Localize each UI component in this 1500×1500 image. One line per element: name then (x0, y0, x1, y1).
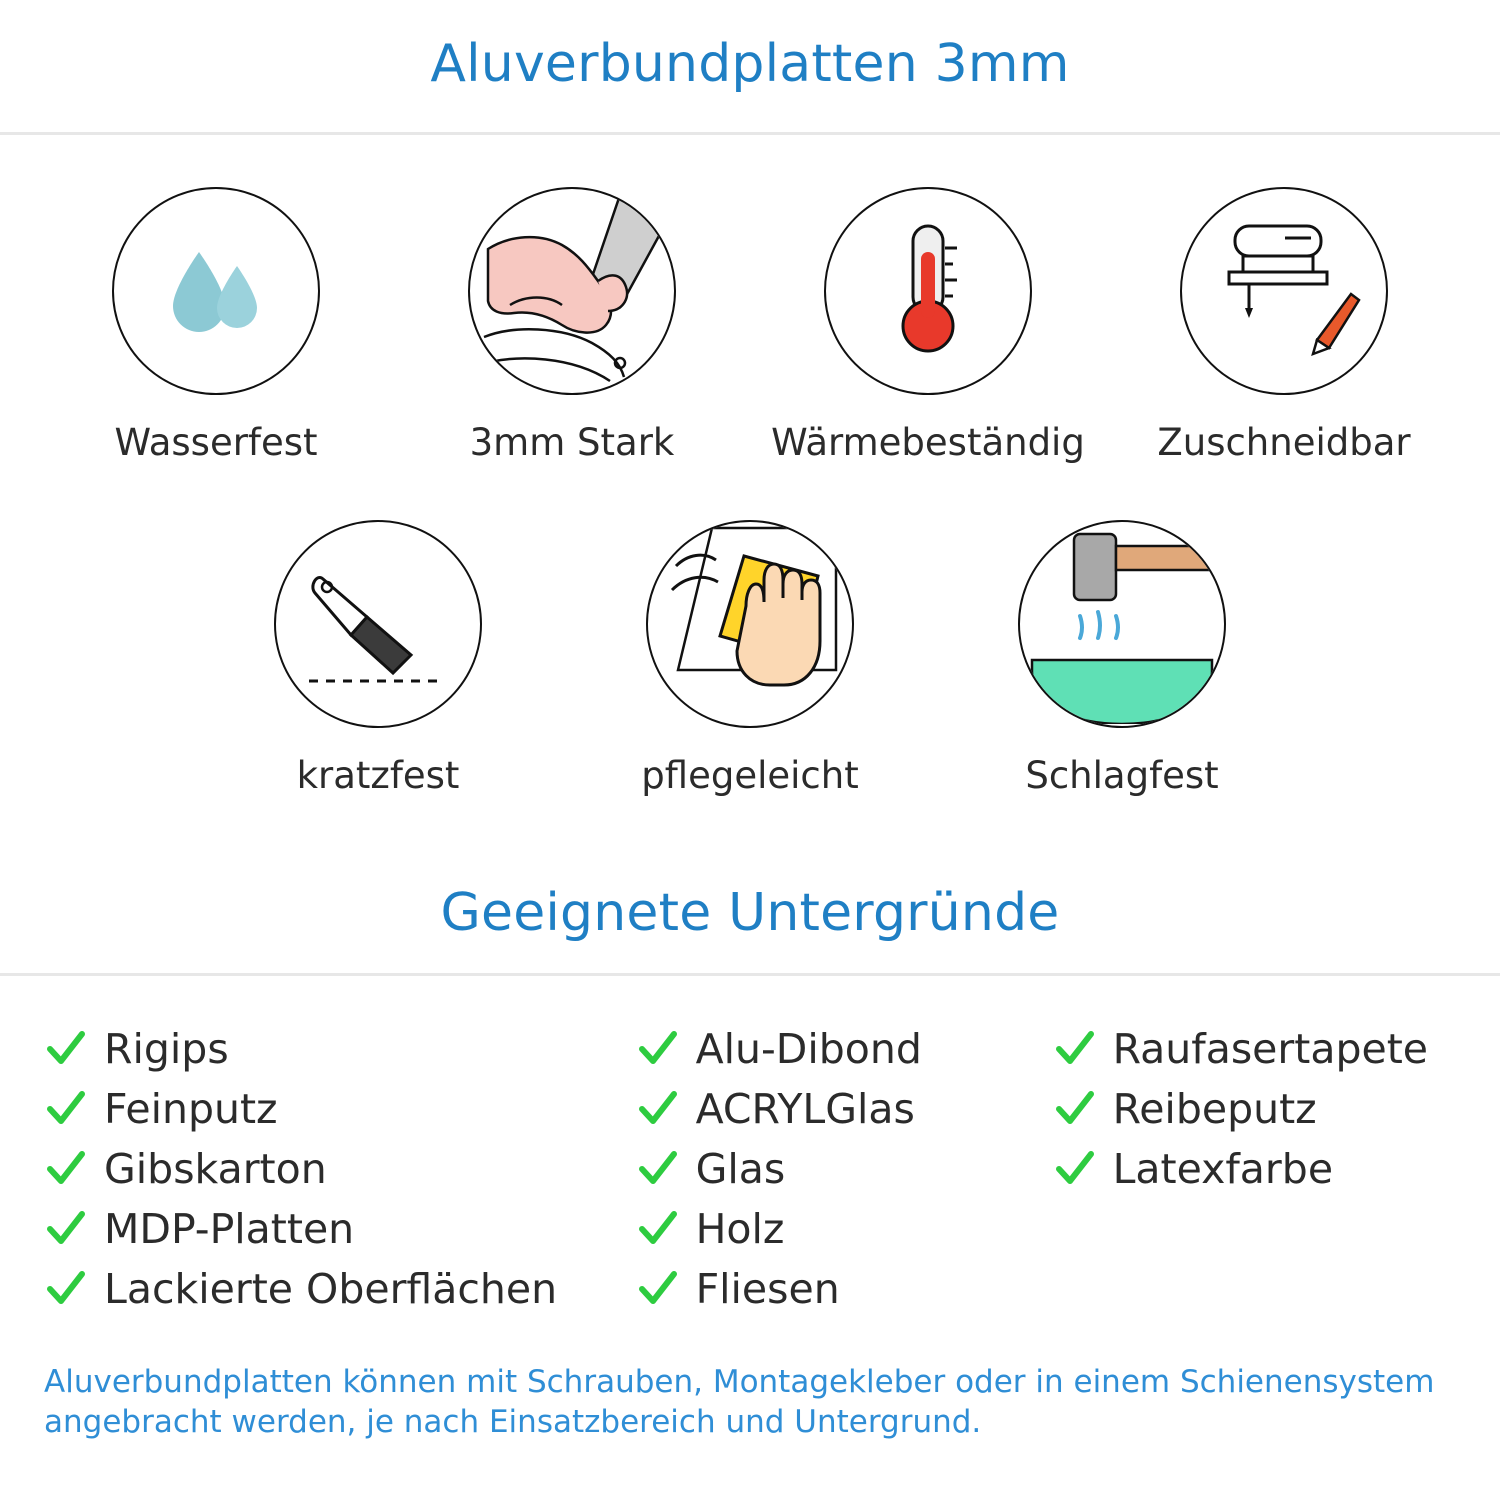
feature-label: kratzfest (296, 754, 460, 797)
thermometer-icon (853, 214, 1003, 368)
list-item (1053, 1022, 1456, 1076)
list-item-label: Reibeputz (1112, 1084, 1317, 1133)
header (0, 0, 1500, 94)
feature-wasserfest (38, 187, 394, 464)
list-item-label: Rigips (104, 1024, 229, 1073)
feature-label: Zuschneidbar (1157, 421, 1411, 464)
feature-waermebestaendig (750, 187, 1106, 464)
list-item (636, 1022, 1053, 1076)
flexing-arm-icon (470, 187, 674, 395)
list-item-label: Holz (695, 1204, 785, 1253)
list-item (1053, 1082, 1456, 1136)
list-item (636, 1142, 1053, 1196)
list-item-label: Glas (695, 1144, 786, 1193)
list-item-label: Gibskarton (104, 1144, 327, 1193)
hammer-impact-icon (1020, 520, 1224, 728)
feature-icon-circle (646, 520, 854, 728)
check-icon (44, 1087, 88, 1131)
list-item-label: Lackierte Oberflächen (104, 1264, 558, 1313)
list-item-label: Feinputz (104, 1084, 278, 1133)
feature-label: 3mm Stark (469, 421, 675, 464)
feature-icon-circle (1018, 520, 1226, 728)
check-icon (44, 1267, 88, 1311)
list-item (636, 1202, 1053, 1256)
substrates-column-2 (636, 1022, 1053, 1322)
feature-kratzfest (192, 520, 564, 797)
water-drops-icon (141, 214, 291, 368)
list-item (44, 1202, 636, 1256)
page-title: Aluverbundplatten 3mm (430, 34, 1070, 94)
list-item-label: Fliesen (695, 1264, 840, 1313)
feature-label: pflegeleicht (641, 754, 859, 797)
feature-icon-circle (274, 520, 482, 728)
check-icon (636, 1207, 680, 1251)
list-item-label: Alu-Dibond (695, 1024, 922, 1073)
check-icon (636, 1267, 680, 1311)
list-item-label: Raufasertapete (1112, 1024, 1429, 1073)
list-item-label: ACRYLGlas (695, 1084, 915, 1133)
list-item (636, 1262, 1053, 1316)
knife-scratch-icon (293, 537, 463, 711)
feature-label: Wärmebeständig (771, 421, 1085, 464)
features-row-1 (0, 187, 1500, 464)
feature-icon-circle (112, 187, 320, 395)
substrates-list (0, 976, 1500, 1322)
list-item (44, 1082, 636, 1136)
list-item (44, 1142, 636, 1196)
substrates-column-1 (44, 1022, 636, 1322)
check-icon (636, 1027, 680, 1071)
substrates-title: Geeignete Untergründe (440, 883, 1060, 943)
features-section (0, 135, 1500, 797)
feature-label: Schlagfest (1025, 754, 1219, 797)
check-icon (636, 1087, 680, 1131)
check-icon (44, 1207, 88, 1251)
jigsaw-cutter-icon (1199, 204, 1369, 378)
list-item (636, 1082, 1053, 1136)
feature-pflegeleicht (564, 520, 936, 797)
check-icon (44, 1027, 88, 1071)
feature-label: Wasserfest (114, 421, 318, 464)
check-icon (44, 1147, 88, 1191)
substrates-header (0, 883, 1500, 943)
feature-icon-circle (468, 187, 676, 395)
list-item (44, 1262, 636, 1316)
check-icon (1053, 1087, 1097, 1131)
features-row-2 (0, 520, 1500, 797)
list-item (44, 1022, 636, 1076)
list-item (1053, 1142, 1456, 1196)
feature-schlagfest (936, 520, 1308, 797)
footnote-text: Aluverbundplatten können mit Schrauben, Montagekleber oder in einem Schienensystem angebracht werden, je nach Einsatzbereich und Untergrund. (44, 1364, 1435, 1441)
check-icon (1053, 1147, 1097, 1191)
check-icon (1053, 1027, 1097, 1071)
feature-icon-circle (1180, 187, 1388, 395)
list-item-label: Latexfarbe (1112, 1144, 1334, 1193)
hand-cloth-icon (648, 520, 852, 728)
check-icon (636, 1147, 680, 1191)
feature-icon-circle (824, 187, 1032, 395)
list-item-label: MDP-Platten (104, 1204, 355, 1253)
substrates-column-3 (1053, 1022, 1456, 1322)
feature-3mm-stark (394, 187, 750, 464)
feature-zuschneidbar (1106, 187, 1462, 464)
